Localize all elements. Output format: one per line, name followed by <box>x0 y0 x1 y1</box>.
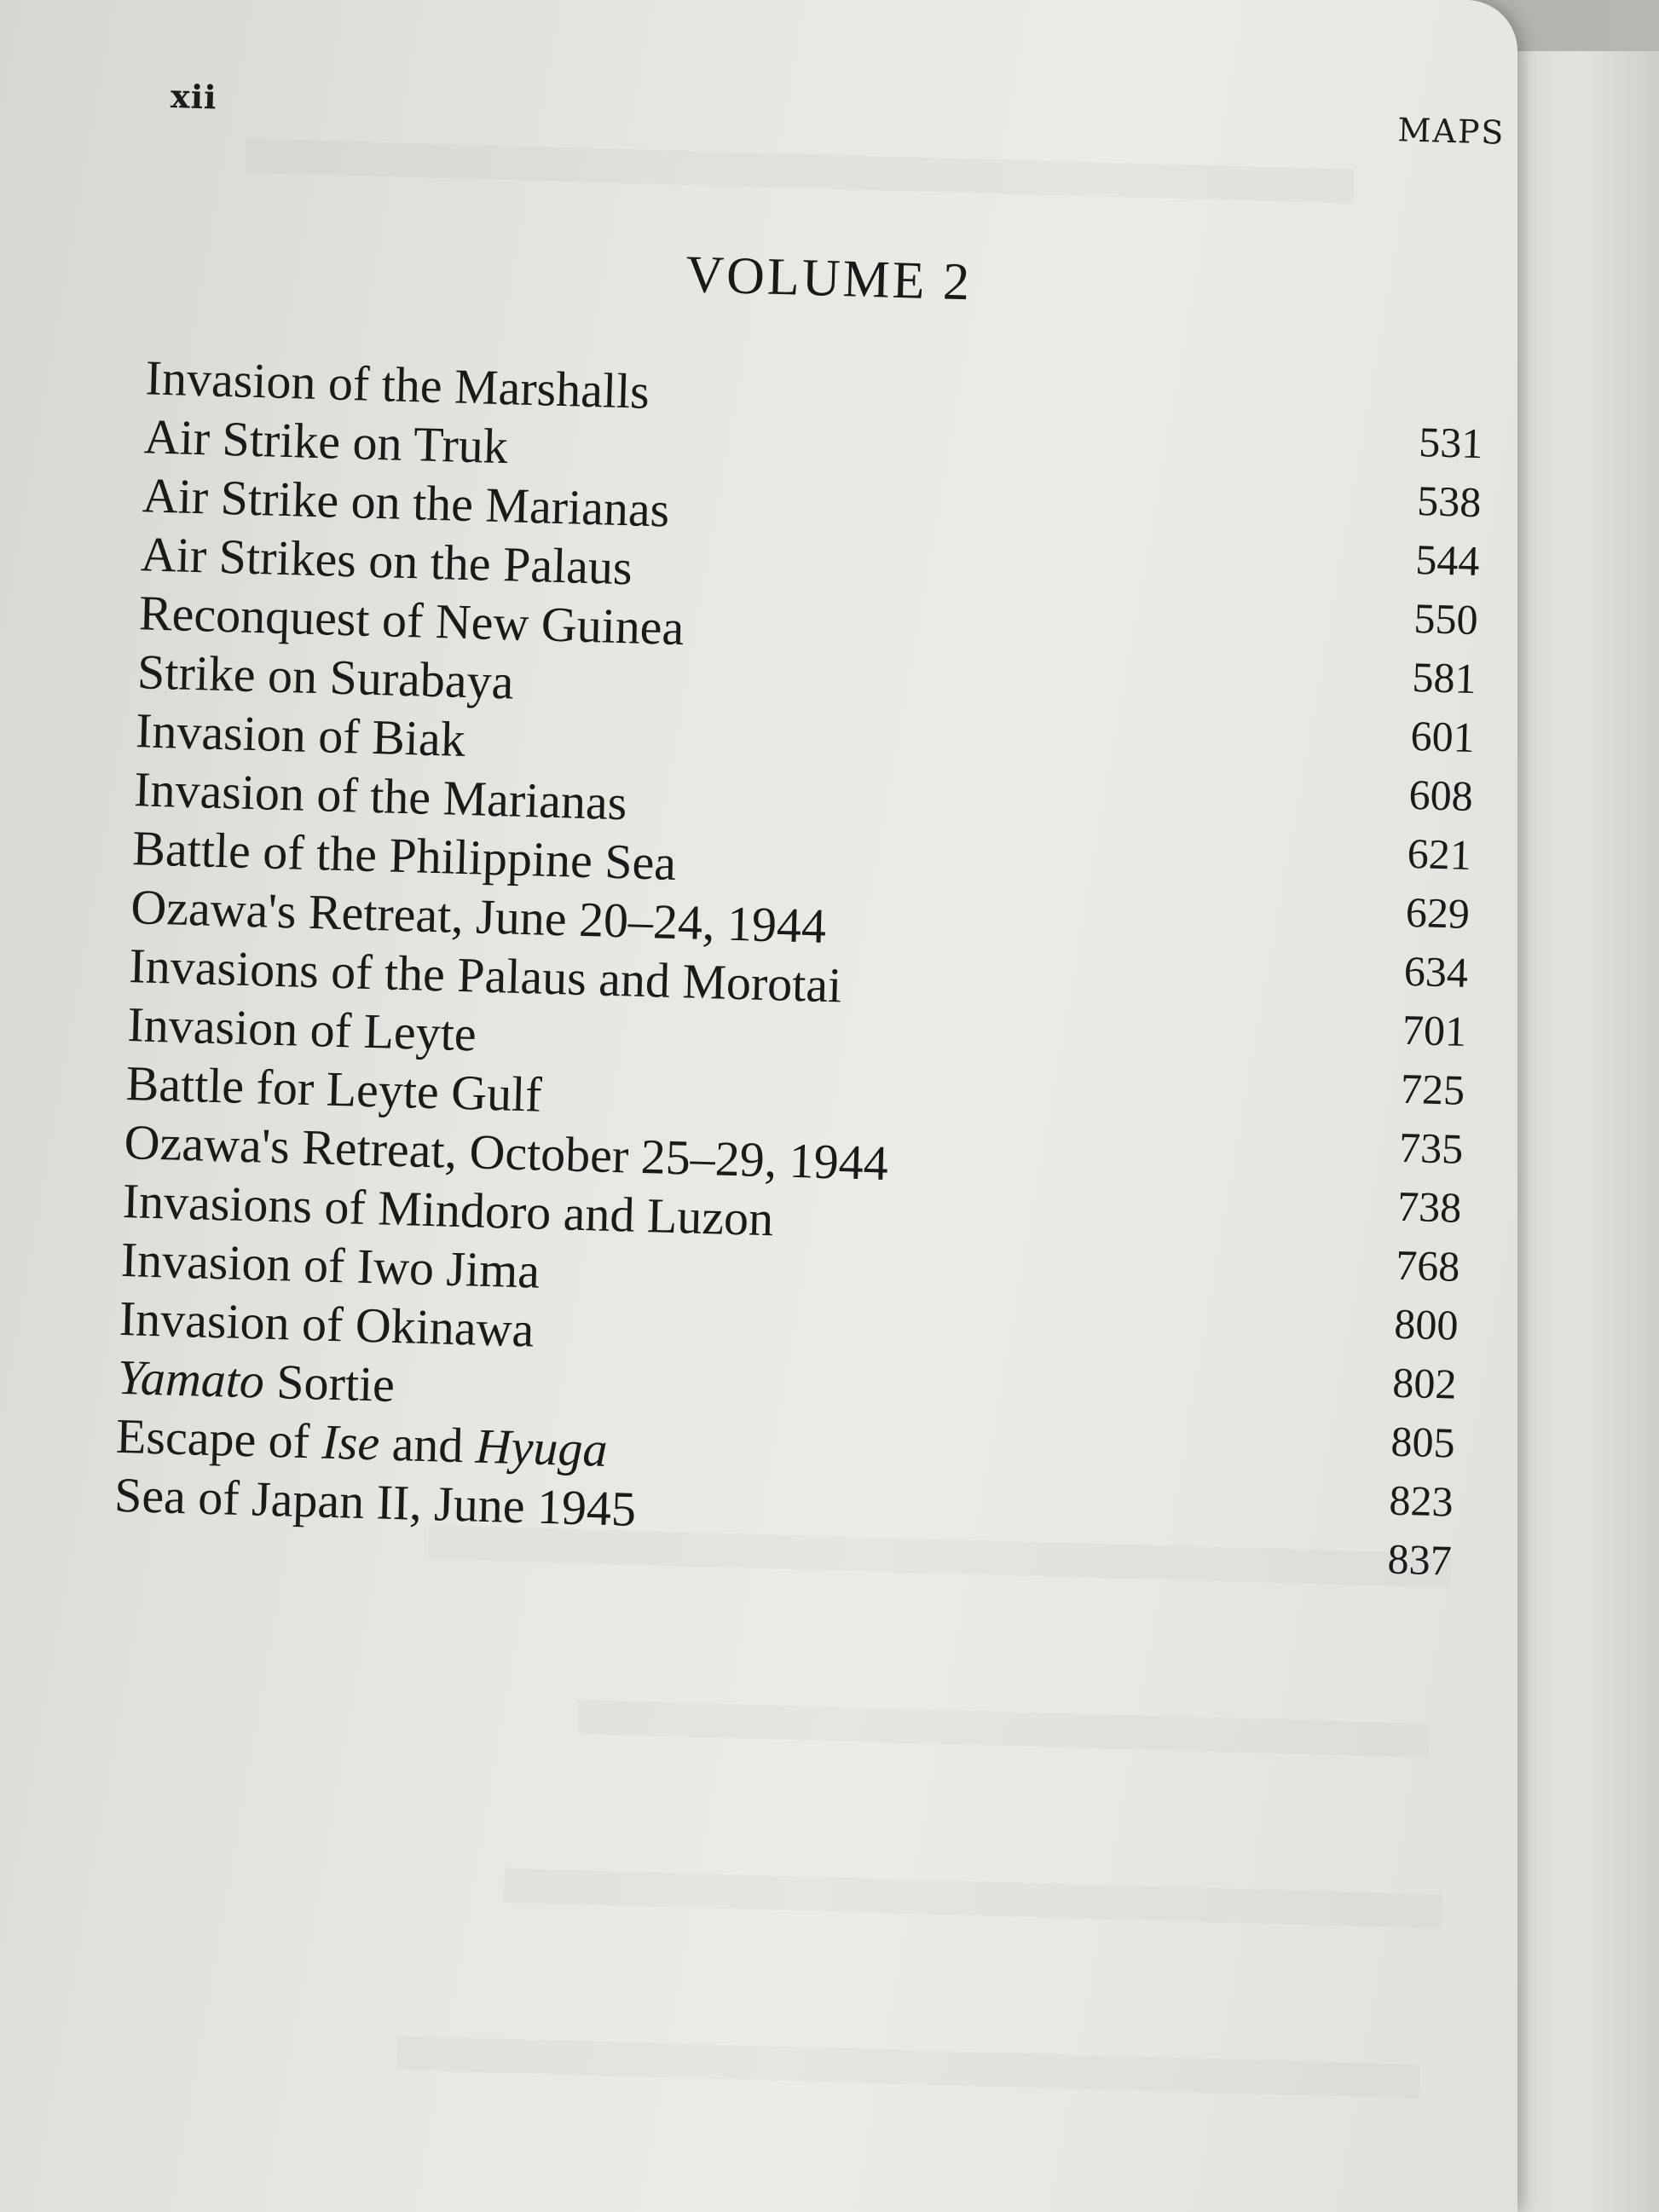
map-entry-page-number: 538 <box>1416 476 1483 527</box>
map-entry-title: Air Strike on the Marianas <box>142 467 671 538</box>
map-entry-title: Air Strike on Truk <box>143 408 509 475</box>
show-through-band <box>397 2036 1421 2098</box>
map-entry-title: Invasion of Okinawa <box>118 1290 535 1358</box>
map-entry-page-number: 544 <box>1414 535 1481 586</box>
map-entry-title: Ozawa's Retreat, June 20–24, 1944 <box>130 879 827 954</box>
map-entry-page-number: 837 <box>1386 1534 1453 1585</box>
map-entry-page-number: 550 <box>1413 594 1479 644</box>
map-entry-title: Invasion of Leyte <box>126 996 477 1062</box>
show-through-band <box>504 1868 1442 1929</box>
title-text: Sortie <box>263 1353 396 1412</box>
map-entry-title: Air Strikes on the Palaus <box>140 526 633 596</box>
map-entry-title: Ozawa's Retreat, October 25–29, 1944 <box>123 1114 889 1192</box>
title-text: and <box>379 1415 477 1474</box>
map-entry-page-number: 601 <box>1409 711 1476 762</box>
italic-ship-name: Ise <box>321 1413 381 1471</box>
adjacent-page-edge <box>1500 51 1659 2212</box>
map-entry-title <box>117 1349 396 1413</box>
map-entry-page-number: 725 <box>1400 1064 1465 1114</box>
title-text: Escape of <box>115 1407 323 1470</box>
volume-heading: VOLUME 2 <box>685 245 973 312</box>
map-entry-page-number: 581 <box>1411 652 1477 703</box>
map-entry-title: Invasion of Iwo Jima <box>120 1231 540 1299</box>
map-entry-title: Reconquest of New Guinea <box>138 585 685 656</box>
map-entry-page-number: 800 <box>1393 1299 1460 1349</box>
map-entry-page-number: 608 <box>1408 770 1474 820</box>
map-entry-title: Battle of the Philippine Sea <box>131 820 677 891</box>
map-entry-title: Invasions of Mindoro and Luzon <box>121 1172 775 1247</box>
map-entry-title: Invasion of the Marshalls <box>144 349 650 419</box>
map-entry-page-number: 805 <box>1390 1417 1456 1467</box>
map-entry-title: Strike on Surabaya <box>136 644 515 710</box>
map-entry-title: Invasion of the Marianas <box>133 761 628 831</box>
italic-ship-name: Hyuga <box>475 1418 609 1477</box>
map-entry-page-number: 701 <box>1402 1005 1467 1055</box>
map-entry-page-number: 621 <box>1407 829 1472 879</box>
page-folio: xii <box>170 77 218 117</box>
map-entry-page-number: 738 <box>1396 1181 1463 1232</box>
map-entry-title: Invasion of Biak <box>135 702 466 767</box>
show-through-band <box>246 139 1355 204</box>
map-entry-page-number: 629 <box>1405 887 1471 938</box>
map-entry-page-number: 531 <box>1418 418 1484 468</box>
map-entry-page-number: 823 <box>1388 1476 1454 1526</box>
show-through-band <box>577 1700 1431 1758</box>
italic-ship-name: Yamato <box>117 1349 265 1409</box>
map-entry-page-number: 802 <box>1391 1358 1458 1408</box>
map-entry-page-number: 634 <box>1403 946 1469 996</box>
map-entry-title: Battle for Leyte Gulf <box>124 1055 543 1123</box>
map-entry-page-number: 735 <box>1398 1123 1464 1173</box>
maps-list <box>113 349 1493 1585</box>
map-entry-title: Invasions of the Palaus and Morotai <box>128 938 843 1014</box>
map-entry-page-number: 768 <box>1395 1240 1461 1291</box>
running-head-section: MAPS <box>1396 111 1506 152</box>
map-entry-title: Sea of Japan II, June 1945 <box>113 1466 637 1537</box>
